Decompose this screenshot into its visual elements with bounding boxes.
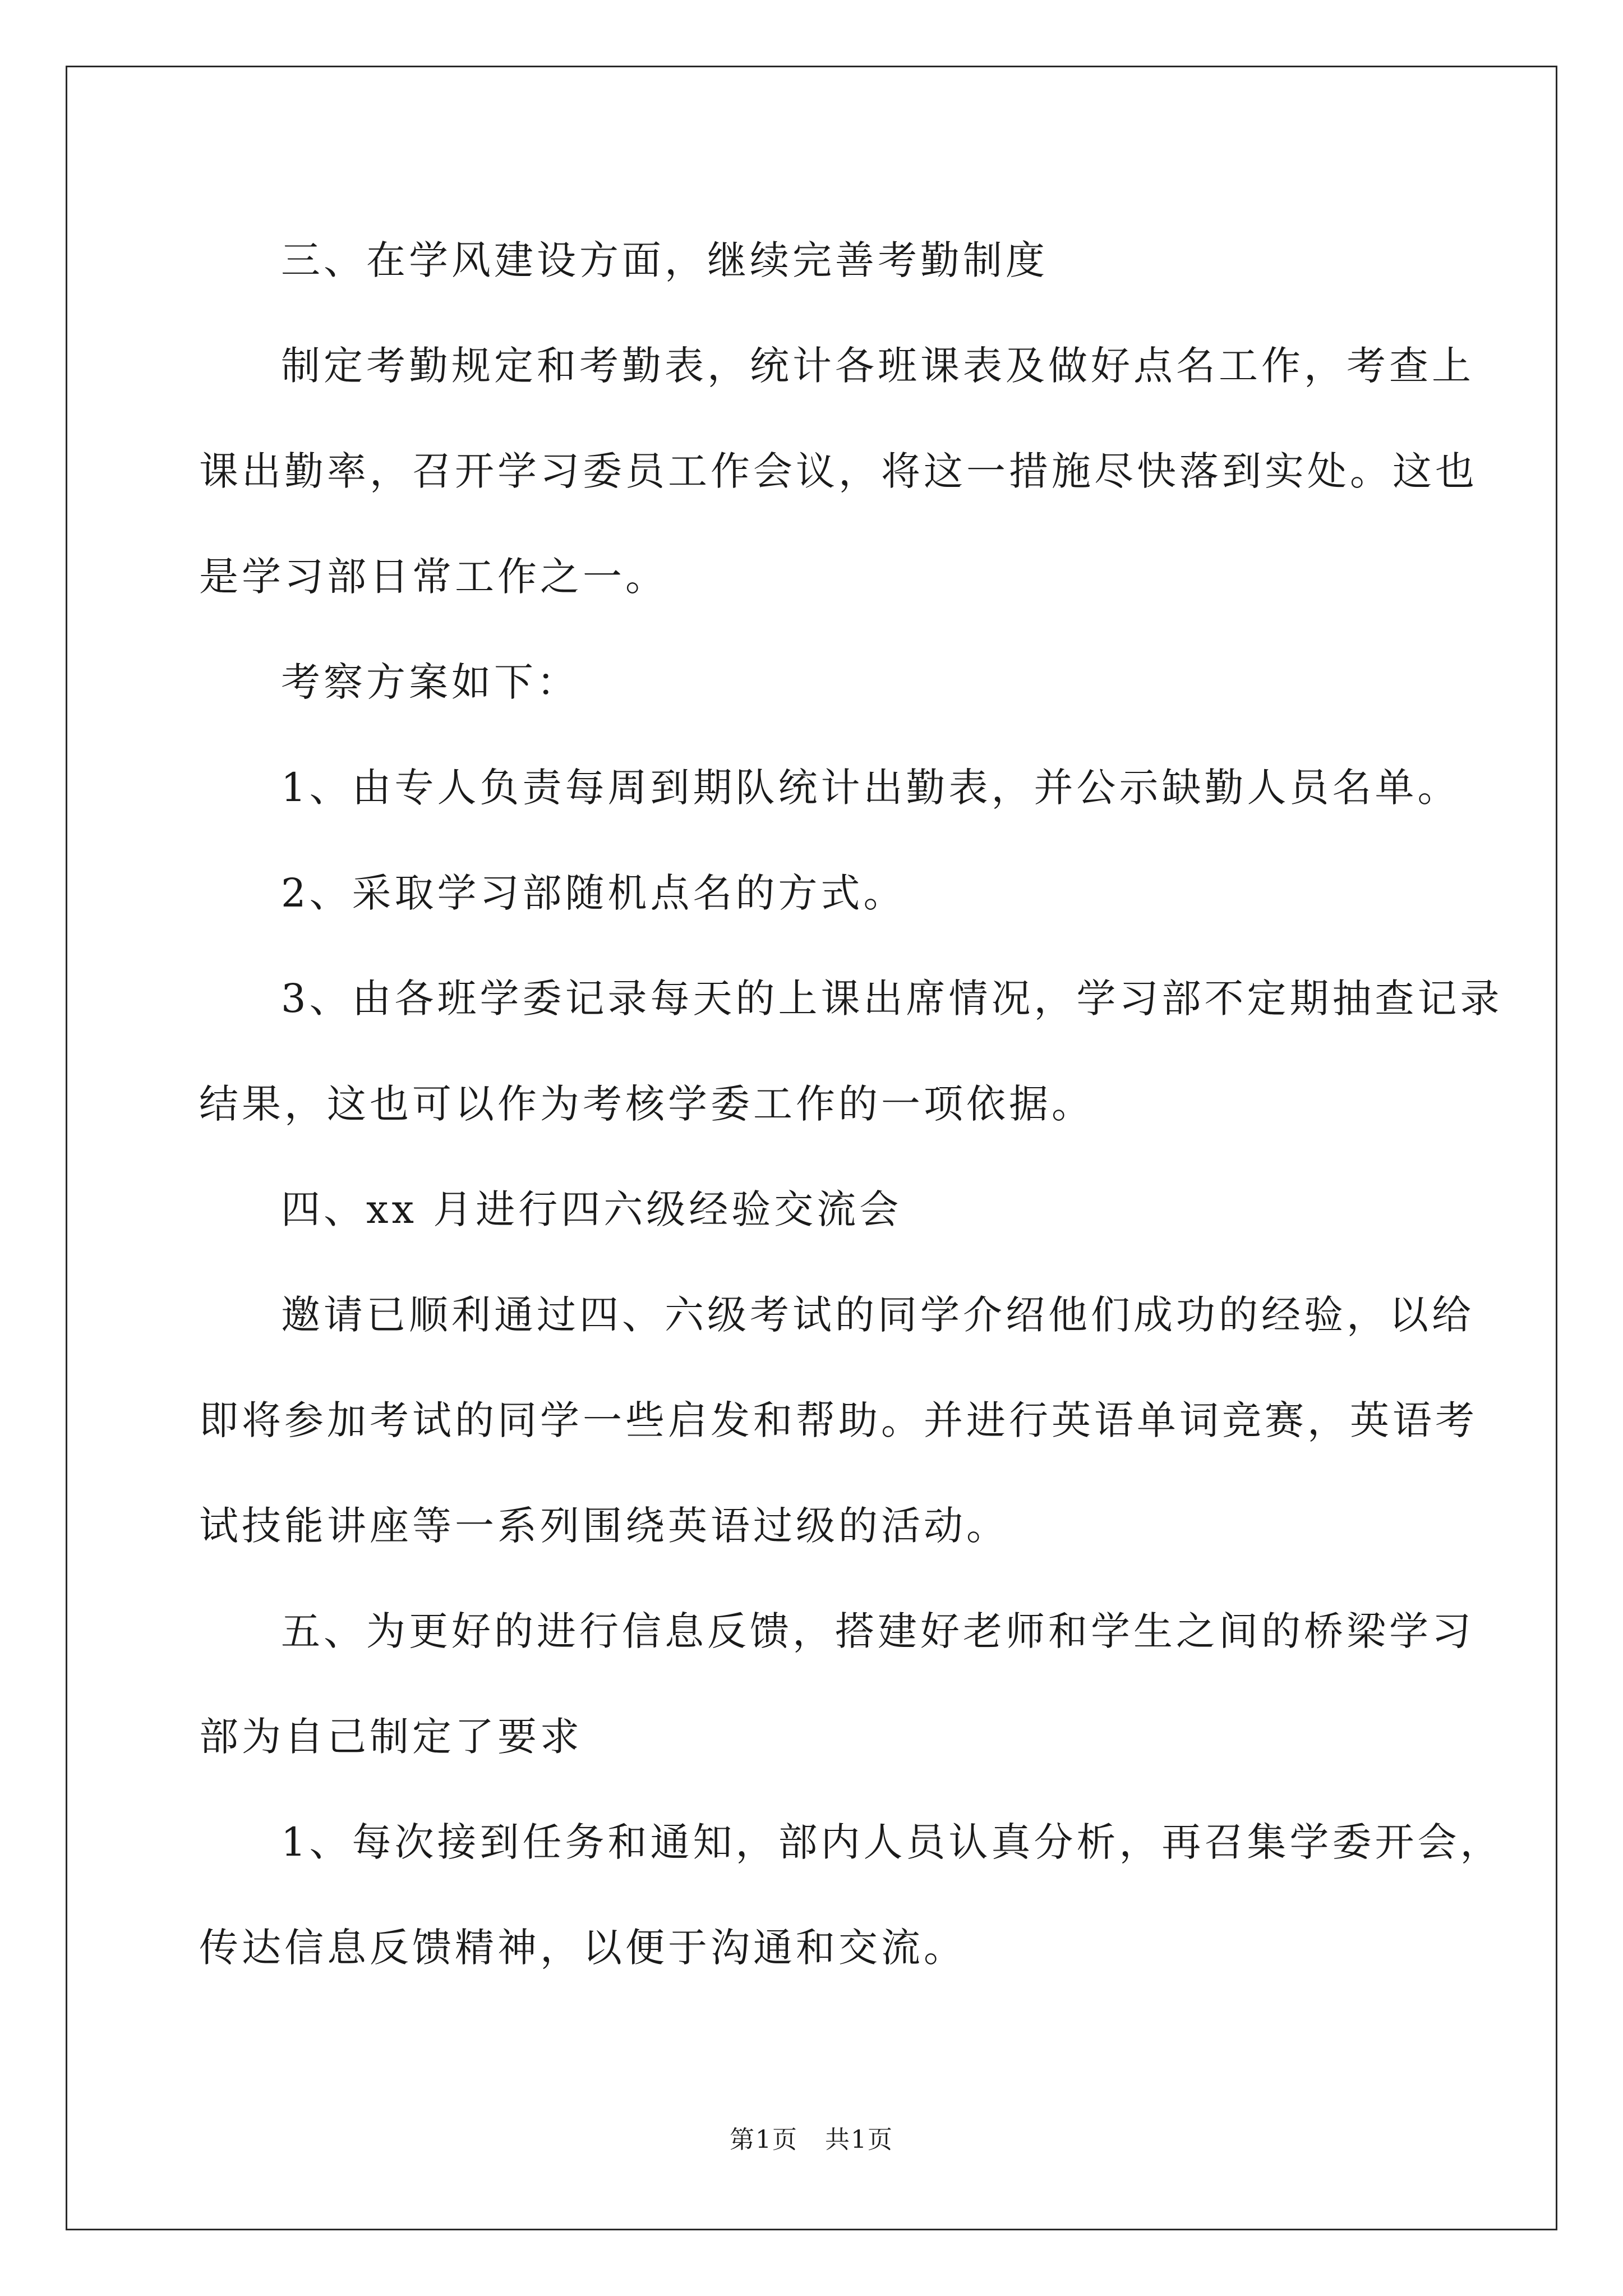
document-body xyxy=(199,208,1503,2000)
paragraph-line: 是学习部日常工作之一。 xyxy=(199,554,668,600)
paragraph-line: 即将参加考试的同学一些启发和帮助。并进行英语单词竞赛，英语考 xyxy=(199,1397,1478,1443)
section-heading-5-continuation: 部为自己制定了要求 xyxy=(199,1714,583,1760)
page-number-footer: 第1页 共1页 xyxy=(730,2125,893,2154)
list-item: 1、由专人负责每周到期队统计出勤表，并公示缺勤人员名单。 xyxy=(281,765,1460,811)
list-item: 1、每次接到任务和通知，部内人员认真分析，再召集学委开会， xyxy=(281,1819,1503,1865)
list-item-continuation: 传达信息反馈精神，以便于沟通和交流。 xyxy=(199,1925,966,1971)
section-heading-4: 四、xx 月进行四六级经验交流会 xyxy=(281,1186,902,1232)
paragraph-line: 考察方案如下： xyxy=(281,659,579,705)
list-item-continuation: 结果，这也可以作为考核学委工作的一项依据。 xyxy=(199,1081,1094,1127)
paragraph-line: 邀请已顺利通过四、六级考试的同学介绍他们成功的经验，以给 xyxy=(281,1292,1474,1338)
list-item: 2、采取学习部随机点名的方式。 xyxy=(281,870,906,916)
paragraph-line: 试技能讲座等一系列围绕英语过级的活动。 xyxy=(199,1503,1009,1549)
paragraph-line: 课出勤率，召开学习委员工作会议，将这一措施尽快落到实处。这也 xyxy=(199,448,1478,494)
paragraph-line: 制定考勤规定和考勤表，统计各班课表及做好点名工作，考查上 xyxy=(281,343,1474,389)
section-heading-5: 五、为更好的进行信息反馈，搭建好老师和学生之间的桥梁学习 xyxy=(281,1608,1474,1654)
list-item: 3、由各班学委记录每天的上课出席情况，学习部不定期抽查记录 xyxy=(281,976,1503,1022)
section-heading-3: 三、在学风建设方面，继续完善考勤制度 xyxy=(281,237,1048,283)
